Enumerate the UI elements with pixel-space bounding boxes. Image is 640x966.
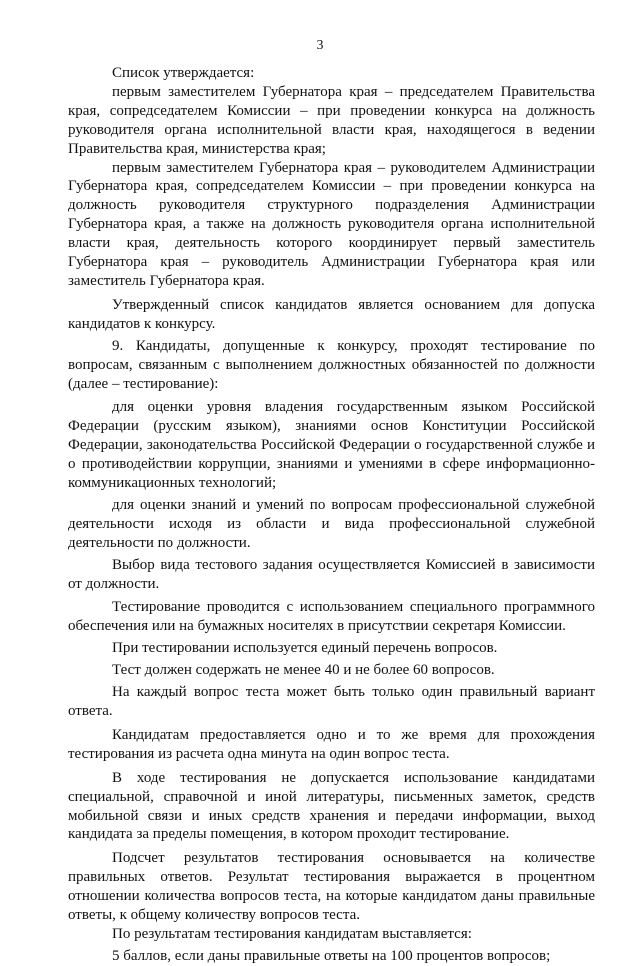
paragraph-first-deputy-administration: первым заместителем Губернатора края – руководителем Администрации Губернатора края, сопредседателем Комиссии – при проведении конкурса на должность руководителя структурного подразделения Администрации Губернатора края, а также на должность руководителя органа исполнительной власти края, деятельность которого координирует первый заместитель Губернатора края – руководитель Администрации Губернатора края или заместитель Губернатора края. [68,159,595,289]
paragraph-single-question-list: При тестировании используется единый перечень вопросов. [112,640,498,657]
document-body [68,64,595,966]
paragraph-scoring-intro: По результатам тестирования кандидатам выставляется: [112,925,472,942]
paragraph-language-assessment: для оценки уровня владения государственным языком Российской Федерации (русским языком), знаниями основ Конституции Российской Федерации, законодательства Российской Федерации о государственной службе и о противодействии коррупции, знаниями и умениями в сфере информационно-коммуникационных технологий; [68,399,595,492]
paragraph-testing-restrictions: В ходе тестирования не допускается использование кандидатами специальной, справочной и иной литературы, письменных заметок, средств мобильной связи и иных средств хранения и передачи информации, выход кандидата за пределы помещения, в котором проходит тестирование. [68,769,595,843]
paragraph-result-calculation: Подсчет результатов тестирования основывается на количестве правильных ответов. Результат тестирования выражается в процентном отношении количества вопросов теста, на которые кандидатом даны правильные ответы, к общему количеству вопросов теста. [68,850,595,924]
paragraph-time-allowance: Кандидатам предоставляется одно и то же время для прохождения тестирования из расчета одна минута на один вопрос теста. [68,726,595,762]
paragraph-score-5: 5 баллов, если даны правильные ответы на 100 процентов вопросов; [112,947,551,964]
page-number: 3 [316,38,324,53]
paragraph-first-deputy-government: первым заместителем Губернатора края – председателем Правительства края, сопредседателем Комиссии – при проведении конкурса на должность руководителя органа исполнительной власти края, находящегося в ведении Правительства края, министерства края; [68,83,595,157]
paragraph-list-approval: Список утверждается: [112,65,255,81]
paragraph-item-9-testing: 9. Кандидаты, допущенные к конкурсу, проходят тестирование по вопросам, связанным с выполнением должностных обязанностей по должности (далее – тестирование): [68,337,595,392]
paragraph-question-count: Тест должен содержать не менее 40 и не более 60 вопросов. [112,662,495,679]
paragraph-testing-method: Тестирование проводится с использованием специального программного обеспечения или на бумажных носителях в присутствии секретаря Комиссии. [68,599,595,635]
paragraph-professional-assessment: для оценки знаний и умений по вопросам профессиональной служебной деятельности исходя из области и вида профессиональной служебной деятельности по должности. [68,496,595,551]
paragraph-test-type-choice: Выбор вида тестового задания осуществляется Комиссией в зависимости от должности. [68,556,595,592]
paragraph-single-answer: На каждый вопрос теста может быть только один правильный вариант ответа. [68,684,595,719]
paragraph-approved-list: Утвержденный список кандидатов является основанием для допуска кандидатов к конкурсу. [68,296,595,332]
